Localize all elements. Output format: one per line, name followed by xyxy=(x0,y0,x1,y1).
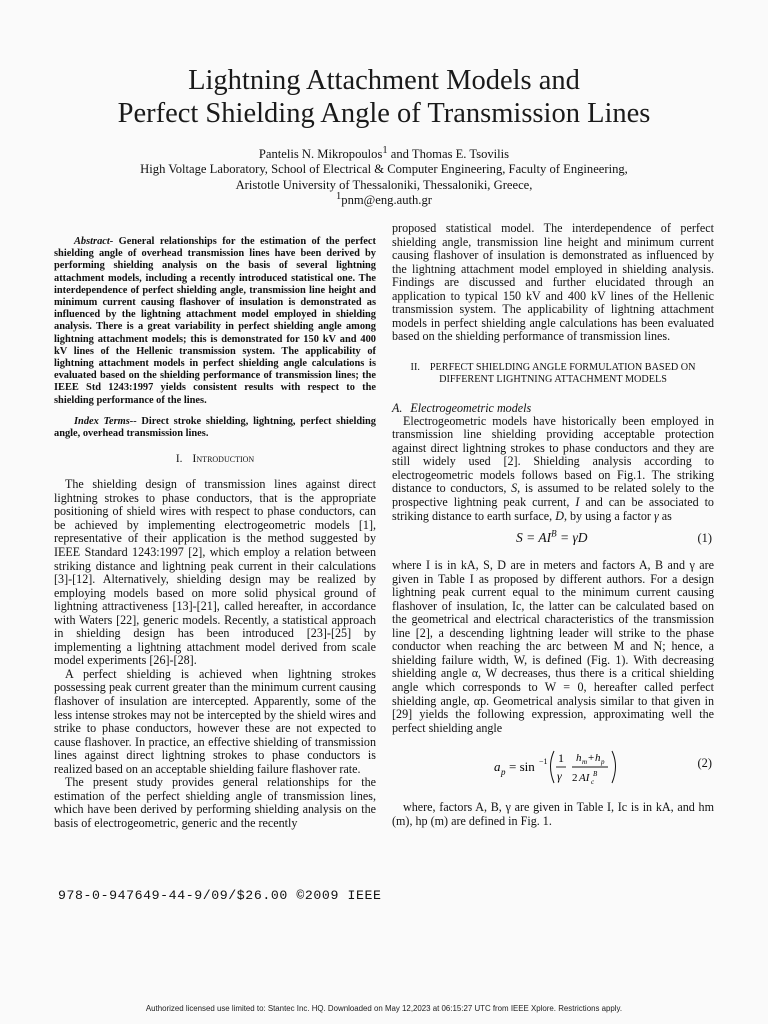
author-email: $^1$pnm@eng.auth.gr xyxy=(336,191,432,208)
svg-text:c: c xyxy=(591,778,595,787)
license-notice: Authorized licensed use limited to: Stantec Inc. HQ. Downloaded on May 12,2023 at 06:15:27 UTC from IEEE Xplore. Restrictions apply. xyxy=(145,1004,623,1013)
svg-text:1: 1 xyxy=(558,751,564,766)
section2-paragraph-2: where I is in kA, S, D are in meters and factors A, B and γ are given in Table I as proposed by different authors. For a design lightning peak current equal to the minimum current causing flashover of insulation, Ic, the latter can be calculated based on the geometrical and electrical characteristics of the transmission line [2], a descending lightning leader will strike to the phase conductor when reaching the arc between M and N; hence, a shielding failure width, W, is defined (Fig. 1). With decreasing shielding angle α, W decreases, thus there is a critical shielding angle which corresponds to W = 0, hereafter called perfect shielding angle, αp. Geometrical analysis similar to that given in [29] yields the following expression, approximating well the perfect shielding angle xyxy=(392,558,714,735)
intro-paragraph-3: The present study provides general relationships for the estimation of the perfect shielding angle of transmission lines, which have been derived by performing shielding analysis on the basis of electrogeometric, generic and the recently xyxy=(54,775,376,830)
abstract-label: Abstract- xyxy=(74,236,114,247)
svg-text:h: h xyxy=(576,752,582,765)
intro-paragraph-1: The shielding design of transmission lines against direct lightning strokes to phase conductors, that is the appropriate positioning of shield wires with respect to phase conductors, can be achieved by implementing electrogeometric models [1], representative of their application is the method suggested by IEEE Standard 1243:1997 [2], which employ a relation between striking distance and lightning peak current in their calculations [3]-[12]. Alternatively, shielding design may be realized by employing models based on more solid physical ground of lightning attractiveness [13]-[21], called hereafter, in accordance with Waters [22], generic models. Recently, a statistical approach in shielding design has been introduced [23]-[25] by implementing a lightning attachment model derived from scale model experiments [26]-[28]. xyxy=(54,477,376,668)
section2-paragraph-3: where, factors A, B, γ are given in Table I, Ic is in kA, and hm (m), hp (m) are defined in Fig. 1. xyxy=(392,800,714,828)
equation-1-number: (1) xyxy=(697,531,712,546)
abstract-text: General relationships for the estimation of the perfect shielding angle of overhead transmission lines have been derived by performing shielding analysis on the basis of several lightning attachment models, including a recently introduced statistical one. The interdependence of perfect shielding angle, transmission line height and minimum current causing flashover of insulation is demonstrated as influenced by the lightning attachment model employed in shielding analysis. There is a great variability in perfect shielding angle among lightning attachment models; this is demonstrated for 150 kV and 400 kV lines of the Hellenic transmission system. The applicability of lightning attachment models in perfect shielding angle calculations is evaluated based on the shielding performance of transmission lines; the IEEE Std 1243:1997 yields consistent results with respect to the shielding performance of the lines. xyxy=(54,236,376,406)
svg-text:p: p xyxy=(501,767,506,778)
affiliation-line-2: Aristotle University of Thessaloniki, Thessaloniki, Greece, xyxy=(235,177,533,192)
author-names: Pantelis N. Mikropoulos$^1$ and Thomas E. Tsovilis xyxy=(258,144,510,161)
index-terms-text: Direct stroke shielding, lightning, perfect shielding angle, overhead transmission lines. xyxy=(54,415,376,440)
svg-text:+: + xyxy=(588,752,595,765)
svg-text:2: 2 xyxy=(572,772,578,785)
svg-text:= sin: = sin xyxy=(509,759,535,775)
section-heading-2: II. PERFECT SHIELDING ANGLE FORMULATION BASED ON DIFFERENT LIGHTNING ATTACHMENT MODELS xyxy=(410,361,696,386)
equation-1-body: $S = AI^B = \gamma D$ xyxy=(516,528,588,546)
abstract xyxy=(54,236,376,407)
equation-2-number: (2) xyxy=(697,756,712,771)
paper-title xyxy=(0,64,768,130)
svg-text:γ: γ xyxy=(557,769,562,784)
svg-text:a: a xyxy=(494,759,501,775)
intro-paragraph-2: A perfect shielding is achieved when lightning strokes possessing peak current greater than the minimum current causing flashover of insulation are intercepted. Apparently, some of the less intense strokes may not be intercepted by the shield wires and strike to phase conductors, however these are not expected to cause flashover. In practice, an effective shielding of transmission lines against direct lightning strokes to phase conductors is realized based on an acceptable shielding failure flashover rate. xyxy=(54,666,376,776)
author-block xyxy=(0,144,768,209)
svg-text:h: h xyxy=(595,752,601,765)
left-column xyxy=(54,236,376,830)
equation-2-formula xyxy=(492,741,622,791)
equation-2 xyxy=(392,741,714,793)
title-line-1: Lightning Attachment Models and xyxy=(188,65,580,96)
section2-paragraph-1: Electrogeometric models have historically been employed in transmission line shielding providing acceptable protection against direct lightning strokes to phase conductors and they are still widely used [2]. Shielding analysis according to electrogeometric models follows based on Fig.1. The striking distance to conductors, S, is assumed to be related solely to the prospective lightning peak current, I and can be associated to striking distance to earth surface, D, by using a factor γ as xyxy=(392,413,714,523)
subsection-heading-a: A. Electrogeometric models xyxy=(392,400,532,415)
right-column xyxy=(392,222,714,828)
equation-1 xyxy=(392,529,714,553)
index-terms xyxy=(54,416,376,440)
affiliation-line-1: High Voltage Laboratory, School of Electrical & Computer Engineering, Faculty of Engineering, xyxy=(140,162,628,177)
svg-text:p: p xyxy=(601,758,605,767)
section-heading-introduction: I. Introduction xyxy=(175,451,255,466)
isbn-copyright-line: 978-0-947649-44-9/09/$26.00 ©2009 IEEE xyxy=(58,888,382,903)
intro-paragraph-3-continued: proposed statistical model. The interdependence of perfect shielding angle, transmission line height and minimum current causing flashover of insulation is demonstrated as influenced by the lightning attachment model employed in shielding analysis. Findings are discussed and further elucidated through an application to typical 150 kV and 400 kV lines of the Hellenic transmission system. The applicability of lightning attachment models in perfect shielding angle calculations has been evaluated based on the shielding performance of transmission lines. xyxy=(392,221,714,344)
svg-text:B: B xyxy=(593,770,598,779)
index-terms-label: Index Terms-- xyxy=(74,415,137,427)
svg-text:m: m xyxy=(582,758,588,767)
svg-text:AI: AI xyxy=(579,772,590,785)
title-line-2: Perfect Shielding Angle of Transmission Lines xyxy=(117,98,651,129)
svg-text:−1: −1 xyxy=(539,757,548,767)
